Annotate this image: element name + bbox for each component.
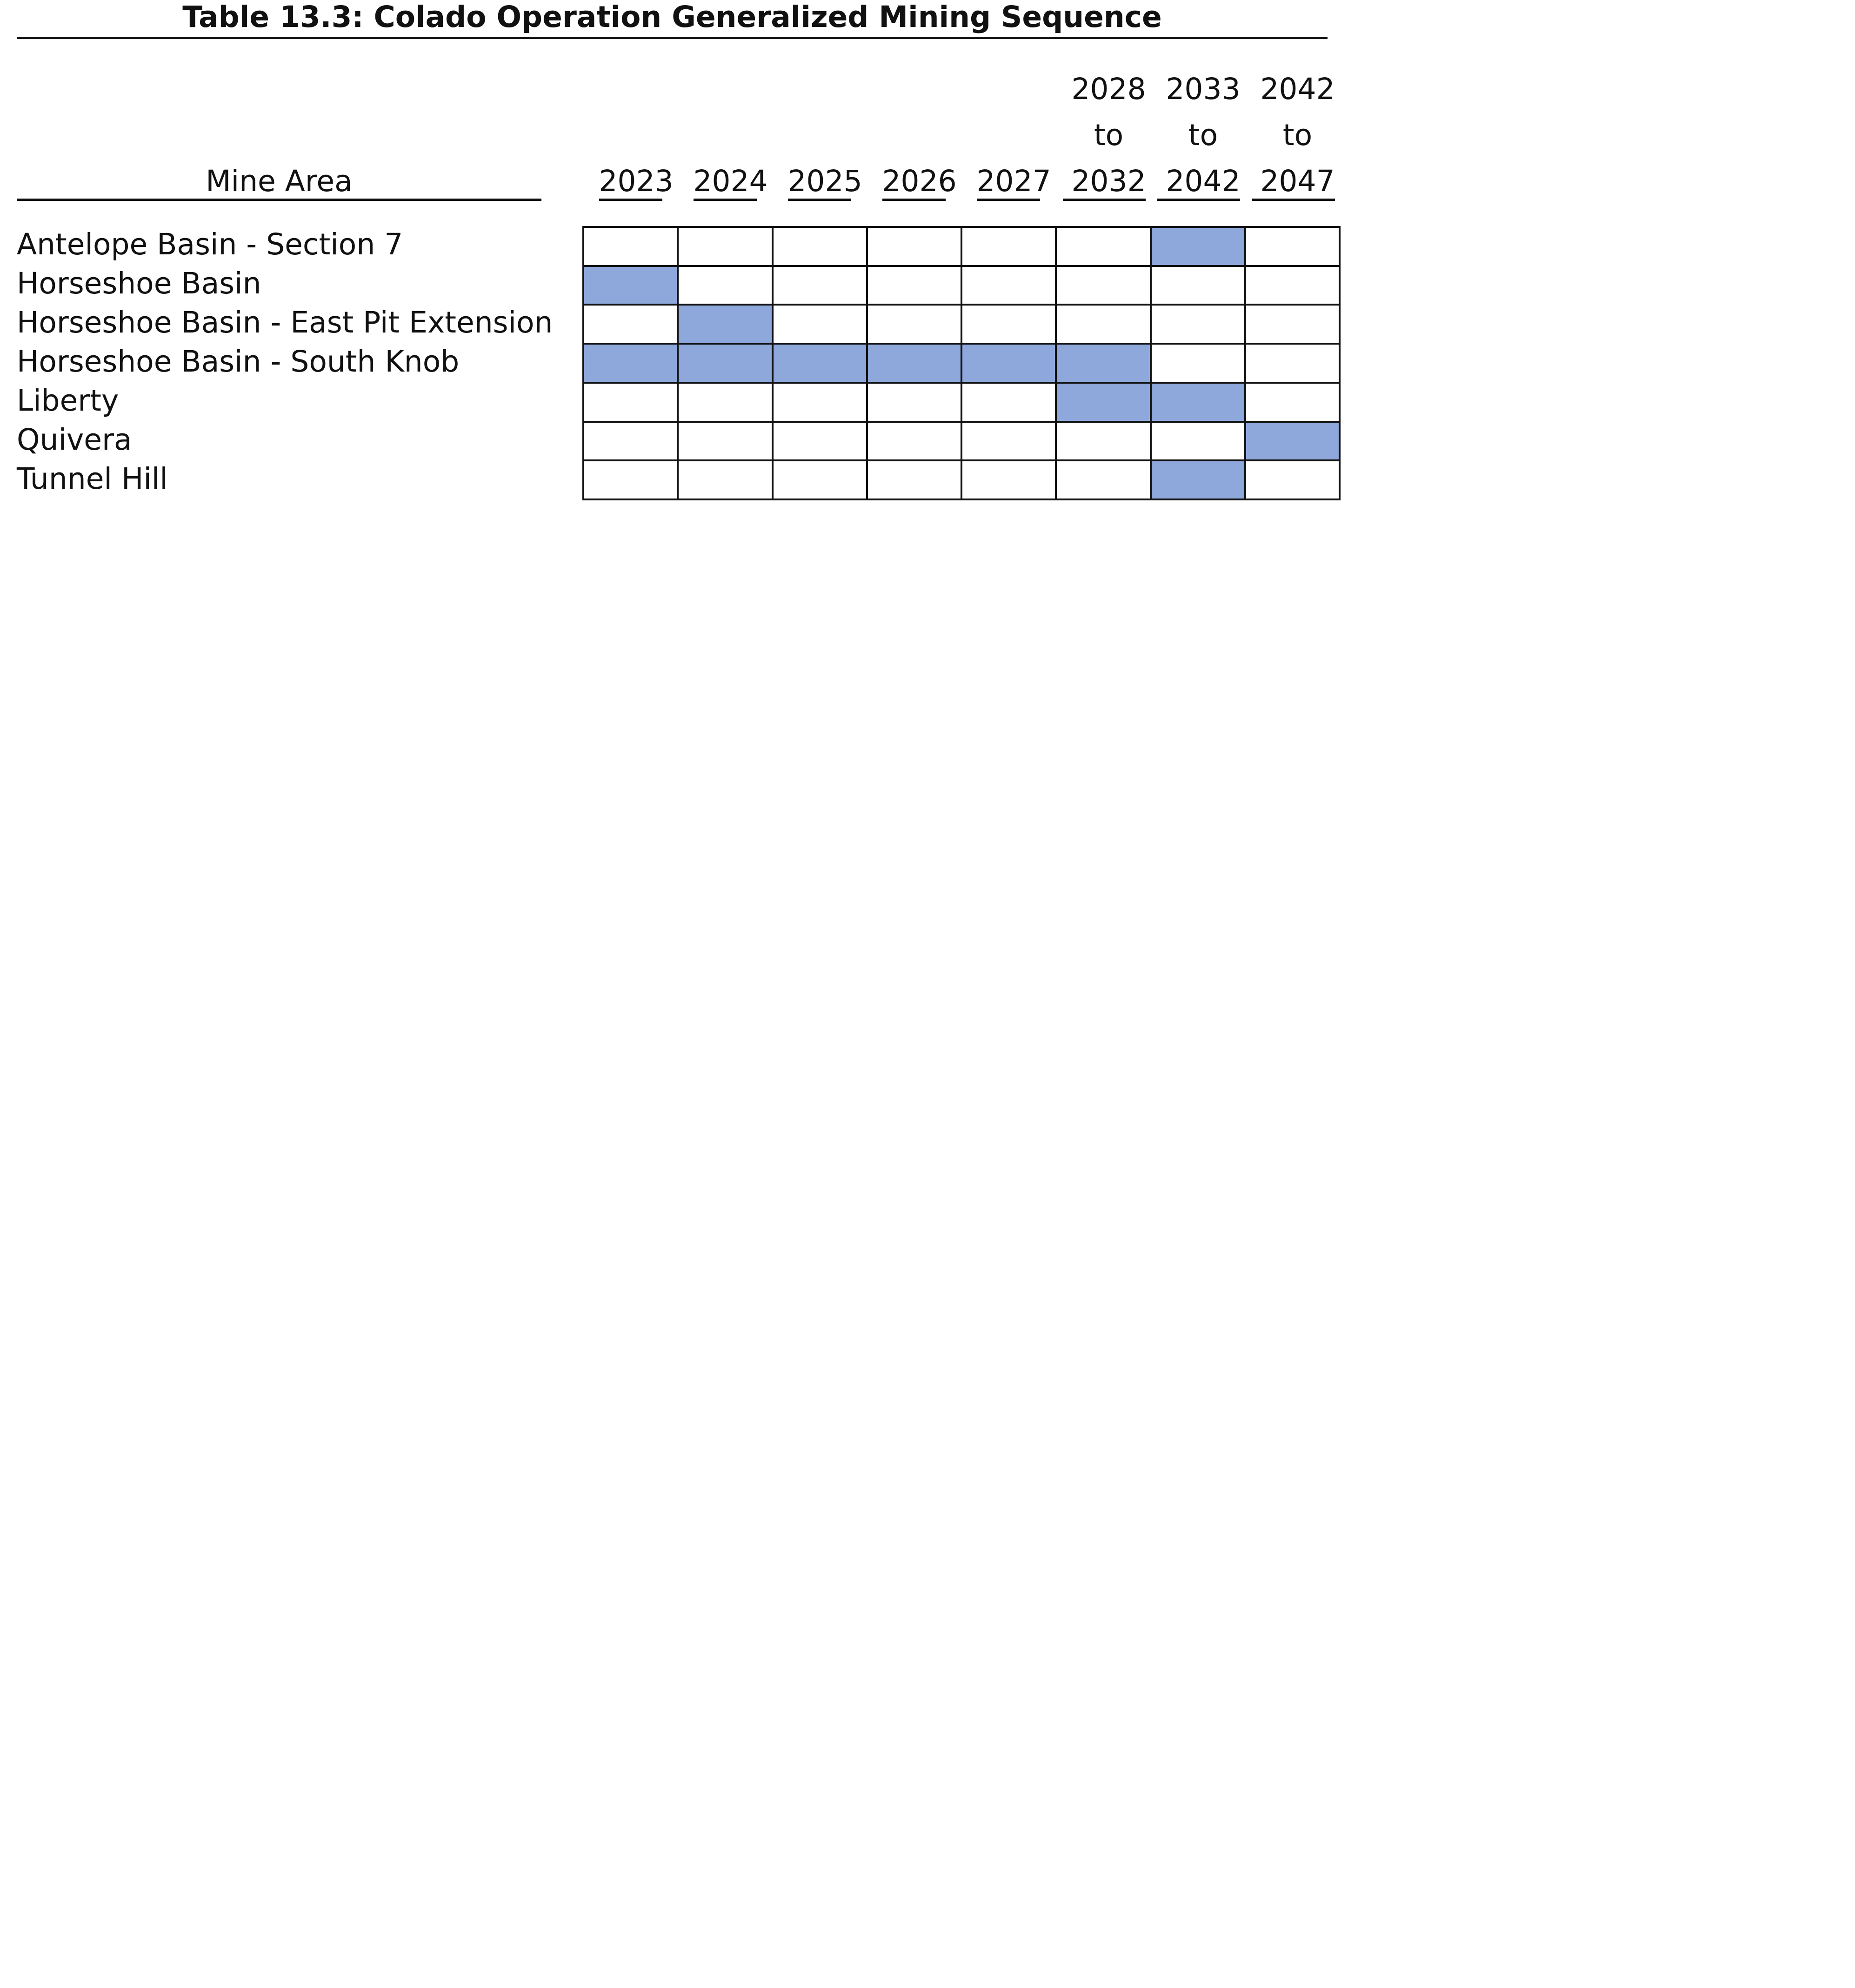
schedule-cell [868,384,962,423]
mine-area-underline [17,199,541,201]
row-label-horseshoe-basin-east-pit-extension: Horseshoe Basin - East Pit Extension [17,306,553,339]
schedule-cell-active [584,267,679,306]
column-header-2027: 2027 [976,164,1051,198]
schedule-cell [679,423,773,462]
schedule-cell [774,461,868,500]
row-label-liberty: Liberty [17,384,119,418]
table-title: Table 13.3: Colado Operation Generalized Mining Sequence [182,0,1162,34]
schedule-cell [774,384,868,423]
schedule-cell [679,267,773,306]
schedule-cell [584,306,679,345]
schedule-cell [868,228,962,267]
row-label-quivera: Quivera [17,423,132,457]
column-header-2028-2032: 2028 to 2032 [1071,72,1146,198]
column-header-2025: 2025 [787,164,862,198]
schedule-cell [1246,461,1341,500]
schedule-cell [868,461,962,500]
schedule-cell [584,423,679,462]
column-header-2024: 2024 [693,164,768,198]
column-header-2042-2047: 2042 to 2047 [1260,72,1335,198]
schedule-grid [582,226,1341,500]
schedule-cell [584,461,679,500]
schedule-cell [962,384,1057,423]
schedule-cell-active [1057,384,1151,423]
schedule-cell-active [1152,384,1246,423]
column-header-2023: 2023 [599,164,674,198]
schedule-cell [1057,228,1151,267]
schedule-cell [1246,306,1341,345]
schedule-cell [1057,306,1151,345]
schedule-cell [774,423,868,462]
schedule-cell [962,228,1057,267]
schedule-cell-active [679,306,773,345]
schedule-cell [1057,461,1151,500]
row-label-horseshoe-basin: Horseshoe Basin [17,266,261,300]
row-label-horseshoe-basin-south-knob: Horseshoe Basin - South Knob [17,345,460,379]
schedule-cell-active [774,345,868,384]
mine-area-header: Mine Area [206,164,353,198]
schedule-cell [868,423,962,462]
schedule-cell [962,306,1057,345]
column-header-2033-2042: 2033 to 2042 [1166,72,1241,198]
year-underline [694,199,757,201]
schedule-cell [774,267,868,306]
schedule-cell [1246,267,1341,306]
schedule-cell [1152,423,1246,462]
schedule-cell-active [1152,461,1246,500]
schedule-cell-active [868,345,962,384]
schedule-cell [1152,267,1246,306]
schedule-cell [1246,228,1341,267]
year-underline [1252,199,1335,201]
schedule-cell [1152,345,1246,384]
schedule-cell-active [584,345,679,384]
schedule-cell [774,228,868,267]
schedule-cell-active [1152,228,1246,267]
schedule-cell [679,461,773,500]
schedule-cell [868,306,962,345]
schedule-cell [1246,345,1341,384]
row-label-antelope-basin-section-7: Antelope Basin - Section 7 [17,227,403,261]
schedule-cell-active [962,345,1057,384]
row-label-tunnel-hill: Tunnel Hill [17,462,168,496]
year-underline [788,199,851,201]
year-underline [882,199,946,201]
schedule-cell [584,228,679,267]
schedule-cell-active [679,345,773,384]
schedule-cell [584,384,679,423]
title-underline [17,37,1328,39]
schedule-cell-active [1246,423,1341,462]
schedule-cell [774,306,868,345]
schedule-cell [679,384,773,423]
schedule-cell [1057,423,1151,462]
schedule-cell [1246,384,1341,423]
schedule-cell-active [1057,345,1151,384]
schedule-cell [962,461,1057,500]
schedule-cell [962,267,1057,306]
year-underline [1063,199,1146,201]
schedule-cell [868,267,962,306]
column-header-2026: 2026 [882,164,957,198]
year-underline [599,199,662,201]
schedule-cell [679,228,773,267]
year-underline [977,199,1040,201]
year-underline [1157,199,1240,201]
schedule-cell [962,423,1057,462]
schedule-cell [1152,306,1246,345]
schedule-cell [1057,267,1151,306]
